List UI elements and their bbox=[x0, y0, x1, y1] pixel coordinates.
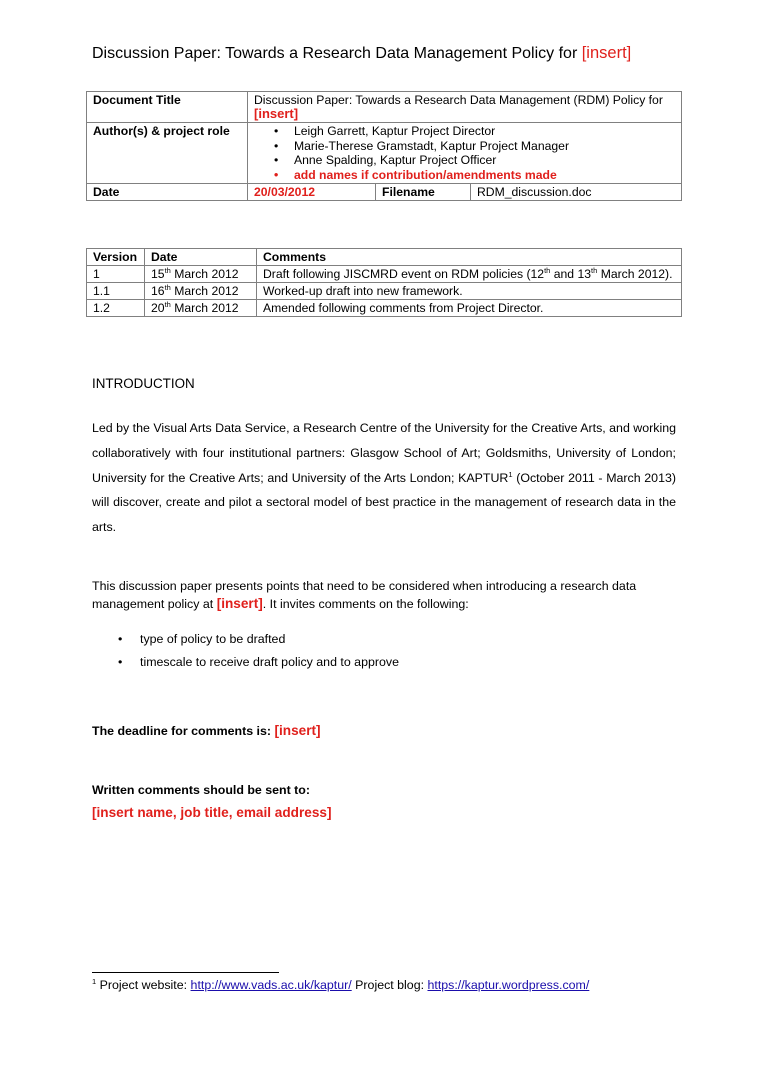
authors-list-cell bbox=[248, 123, 682, 184]
comments-header: Comments bbox=[257, 249, 682, 266]
comment-cell: Worked-up draft into new framework. bbox=[257, 283, 682, 300]
table-header-row bbox=[87, 249, 682, 266]
filename-label: Filename bbox=[376, 184, 471, 201]
table-row bbox=[87, 123, 682, 184]
date-value: 20/03/2012 bbox=[248, 184, 376, 201]
version-cell: 1.1 bbox=[87, 283, 145, 300]
project-website-link[interactable]: http://www.vads.ac.uk/kaptur/ bbox=[190, 978, 352, 992]
date-cell: 16th March 2012 bbox=[145, 283, 257, 300]
authors-note: • add names if contribution/amendments made bbox=[294, 168, 675, 183]
table-row bbox=[87, 92, 682, 123]
comment-cell: Draft following JISCMRD event on RDM policies (12th and 13th March 2012). bbox=[257, 266, 682, 283]
intro-paragraph-2: This discussion paper presents points that need to be considered when introducing a research data management policy at [insert]. It invites comments on the following: bbox=[92, 579, 637, 611]
document-info-table bbox=[86, 91, 682, 201]
list-item: • Leigh Garrett, Kaptur Project Director bbox=[294, 124, 675, 139]
date-header: Date bbox=[145, 249, 257, 266]
list-item: • Marie-Therese Gramstadt, Kaptur Project Manager bbox=[294, 139, 675, 154]
table-row bbox=[87, 184, 682, 201]
doc-title-label: Document Title bbox=[87, 92, 248, 123]
doc-title-value: Discussion Paper: Towards a Research Data Management (RDM) Policy for [insert] bbox=[248, 92, 682, 123]
bullet-icon: • bbox=[118, 655, 123, 669]
version-history-table bbox=[86, 248, 682, 317]
document-header-title: Discussion Paper: Towards a Research Data Management Policy for [insert] bbox=[92, 44, 632, 62]
header-insert-placeholder: [insert] bbox=[581, 44, 632, 62]
version-cell: 1.2 bbox=[87, 300, 145, 317]
date-cell: 15th March 2012 bbox=[145, 266, 257, 283]
contact-insert-placeholder: [insert name, job title, email address] bbox=[92, 805, 332, 820]
table-row bbox=[87, 266, 682, 283]
authors-list bbox=[254, 124, 675, 182]
date-label: Date bbox=[87, 184, 248, 201]
date-cell: 20th March 2012 bbox=[145, 300, 257, 317]
deadline-insert-placeholder: [insert] bbox=[274, 723, 321, 738]
footnote-divider bbox=[92, 972, 279, 973]
list-item: • Anne Spalding, Kaptur Project Officer bbox=[294, 153, 675, 168]
written-comments-label: Written comments should be sent to: bbox=[92, 783, 310, 797]
footnote: $^1$ Project website: http://www.vads.ac.uk/kaptur/ Project blog: https://kaptur.wordpress.com/ bbox=[92, 976, 590, 992]
intro-paragraph-1: Led by the Visual Arts Data Service, a Research Centre of the University for the Creative Arts, and working collaboratively with four institutional partners: Glasgow School of Art; Goldsmiths, University of London; University for the Creative Arts; and University of the Arts London; KAPTUR$^1$ (October 2011 - March 2013) will discover, create and pilot a sectoral model of best practice in the management of research data in the arts. bbox=[92, 421, 676, 535]
deadline-line: The deadline for comments is: [insert] bbox=[92, 723, 321, 738]
filename-value: RDM_discussion.doc bbox=[471, 184, 682, 201]
doc-title-insert: [insert] bbox=[254, 106, 299, 121]
table-row bbox=[87, 300, 682, 317]
project-blog-link[interactable]: https://kaptur.wordpress.com/ bbox=[427, 978, 590, 992]
comment-cell: Amended following comments from Project Director. bbox=[257, 300, 682, 317]
introduction-heading: INTRODUCTION bbox=[92, 376, 195, 391]
table-row bbox=[87, 283, 682, 300]
footnote-ref: 1 bbox=[508, 469, 513, 479]
policy-insert-placeholder: [insert] bbox=[216, 596, 263, 611]
version-header: Version bbox=[87, 249, 145, 266]
version-cell: 1 bbox=[87, 266, 145, 283]
bullet-icon: • bbox=[118, 632, 123, 646]
authors-label: Author(s) & project role bbox=[87, 123, 248, 184]
